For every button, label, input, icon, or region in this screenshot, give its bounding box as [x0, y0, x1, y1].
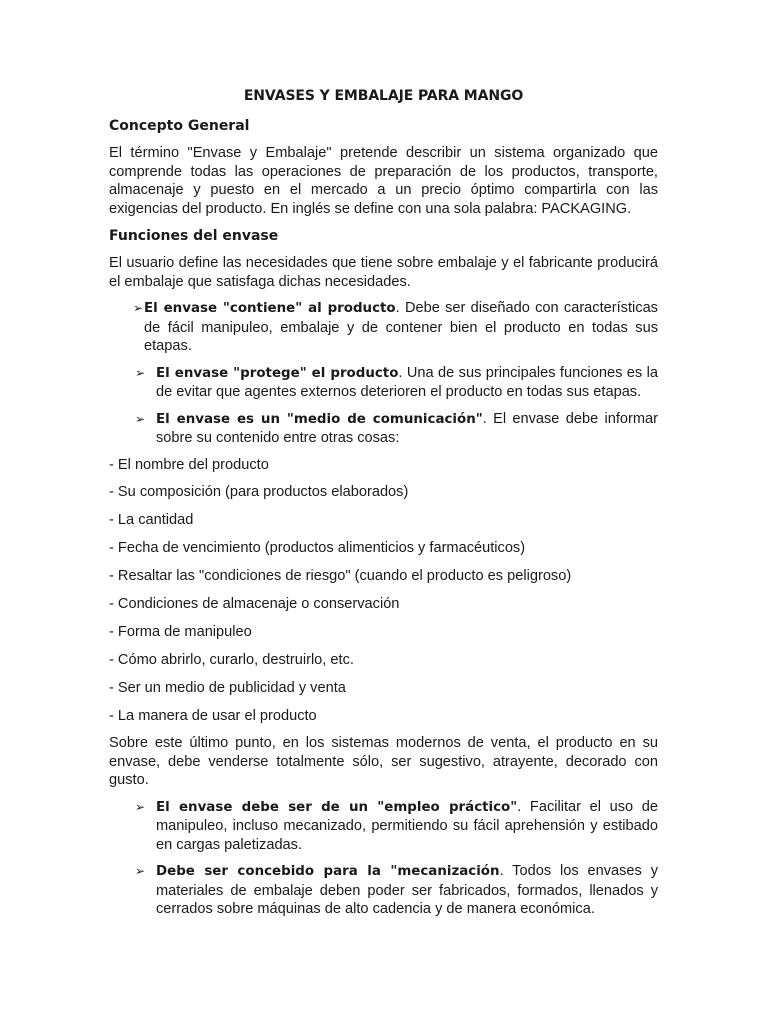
bullet-bold-text: El envase "contiene" al producto	[144, 301, 396, 316]
arrow-bullet-icon: ➢	[133, 301, 144, 315]
list-item: - Forma de manipuleo	[109, 623, 252, 640]
bullet-item-mecanizacion	[109, 862, 658, 919]
section-heading-concepto-general: Concepto General	[109, 118, 250, 134]
list-item: - Resaltar las "condiciones de riesgo" (cuando el producto es peligroso)	[109, 568, 572, 585]
bullet-text: . Una de sus principales funciones es la de evitar que agentes externos deterioren el producto en todas sus etapas.	[156, 364, 658, 400]
dash-list	[109, 456, 658, 726]
bullet-text: . El envase debe informar sobre su contenido entre otras cosas:	[156, 410, 658, 446]
list-item: - Fecha de vencimiento (productos alimenticios y farmacéuticos)	[109, 540, 526, 557]
arrow-bullet-icon: ➢	[135, 864, 146, 879]
list-item: - La manera de usar el producto	[109, 707, 317, 724]
arrow-bullet-icon: ➢	[135, 411, 146, 426]
list-item: - La cantidad	[109, 512, 194, 529]
list-item: - El nombre del producto	[109, 456, 269, 473]
paragraph-concepto-general: El término "Envase y Embalaje" pretende describir un sistema organizado que comprende todas las operaciones de preparación de los productos, transporte, almacenaje y puesto en el mercado a un precio óptimo compartirla con las exigencias del producto. En inglés se define con una sola palabra: PACKAGING.	[109, 145, 658, 217]
bullet-text: . Facilitar el uso de manipuleo, incluso mecanizado, permitiendo su fácil aprehensión y estibado en cargas paletizadas.	[156, 798, 659, 853]
bullet-text: . Debe ser diseñado con características de fácil manipuleo, embalaje y de contener bien el producto en todas sus etapas.	[144, 300, 658, 354]
list-item: - Su composición (para productos elaborados)	[109, 484, 409, 501]
bullet-bold-text: Debe ser concebido para la "mecanización	[156, 864, 500, 880]
bullet-item-empleo-practico	[109, 798, 658, 855]
document-page	[109, 86, 658, 927]
arrow-bullet-icon: ➢	[135, 799, 146, 814]
bullet-bold-text: El envase "protege" el producto	[156, 365, 399, 381]
bullet-item-comunicacion	[109, 410, 658, 448]
bullet-text: . Todos los envases y materiales de embalaje deben poder ser fabricados, formados, llenados y cerrados sobre máquinas de alto cadencia y de manera económica.	[156, 863, 658, 918]
section-heading-funciones-del-envase: Funciones del envase	[109, 228, 279, 244]
paragraph-closing: Sobre este último punto, en los sistemas modernos de venta, el producto en su envase, debe venderse totalmente sólo, ser sugestivo, atrayente, decorado con gusto.	[109, 735, 658, 789]
list-item: - Cómo abrirlo, curarlo, destruirlo, etc.	[109, 651, 354, 668]
bullet-item-contiene	[109, 299, 658, 356]
list-item: - Ser un medio de publicidad y venta	[109, 679, 346, 696]
bullet-item-protege	[109, 364, 658, 402]
list-item: - Condiciones de almacenaje o conservación	[109, 595, 400, 612]
bullet-bold-text: El envase debe ser de un "empleo práctico"	[156, 799, 518, 815]
document-title: ENVASES Y EMBALAJE PARA MANGO	[243, 88, 524, 104]
bullet-bold-text: El envase es un "medio de comunicación"	[156, 411, 483, 427]
paragraph-funciones-intro: El usuario define las necesidades que tiene sobre embalaje y el fabricante producirá el embalaje que satisfaga dichas necesidades.	[109, 255, 658, 290]
arrow-bullet-icon: ➢	[135, 365, 146, 380]
